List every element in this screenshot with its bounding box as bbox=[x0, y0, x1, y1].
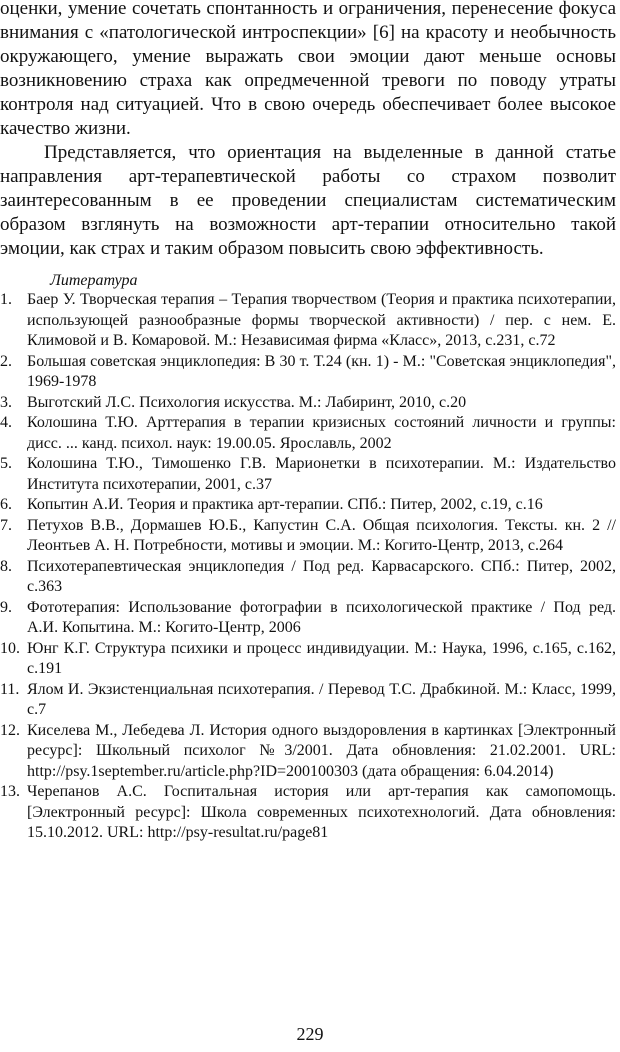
reference-item bbox=[0, 393, 616, 414]
reference-item bbox=[0, 557, 616, 598]
reference-text: Ялом И. Экзистенциальная психотерапия. / Перевод Т.С. Драбкиной. М.: Класс, 1999, с.7 bbox=[27, 680, 616, 718]
reference-number: 9. bbox=[0, 598, 12, 616]
reference-text: Баер У. Творческая терапия – Терапия творчеством (Теория и практика психотерапии, использующей разнообразные формы творческой активности) / пер. с нем. Е. Климовой и В. Комаровой. М.: Независимая фирма «Класс», 2013, с.231, с.72 bbox=[27, 291, 616, 349]
reference-item bbox=[0, 680, 616, 721]
reference-item bbox=[0, 352, 616, 393]
body-paragraph-2: Представляется, что ориентация на выделенные в данной статье направления арт-терапевтической работы со страхом позволит заинтересованным в ее проведении специалистам систематическим образом взглянуть на возможности арт-терапии относительно такой эмоции, как страх и таким образом повысить свою эффективность. bbox=[0, 142, 616, 259]
reference-text: Большая советская энциклопедия: В 30 т. Т.24 (кн. 1) - М.: "Советская энциклопедия", 1969-1978 bbox=[27, 352, 616, 390]
reference-number: 12. bbox=[0, 721, 20, 739]
reference-number: 3. bbox=[0, 393, 12, 411]
reference-item bbox=[0, 639, 616, 680]
reference-number: 10. bbox=[0, 639, 20, 657]
reference-text: Киселева М., Лебедева Л. История одного выздоровления в картинках [Электронный ресурс]: Школьный психолог №3/2001. Дата обновления: 21.02.2001. URL: http://psy.1september.ru/article.php?ID=200100303 (дата обращения: 6.04.2014) bbox=[27, 721, 616, 780]
page-number: 229 bbox=[296, 1024, 324, 1044]
reference-text: Черепанов А.С. Госпитальная история или арт-терапия как самопомощь. [Электронный ресурс]: Школа современных психотехнологий. Дата обновления: 15.10.2012. URL: http://psy-resultat.ru/page81 bbox=[27, 783, 616, 841]
reference-text: Фототерапия: Использование фотографии в психологической практике / Под ред. А.И. Копытина. М.: Когито-Центр, 2006 bbox=[27, 598, 616, 636]
reference-text: Петухов В.В., Дормашев Ю.Б., Капустин С.А. Общая психология. Тексты. кн. 2 // Леонтьев А. Н. Потребности, мотивы и эмоции. М.: Когито-Центр, 2013, с.264 bbox=[27, 516, 616, 554]
reference-list bbox=[0, 290, 616, 844]
reference-number: 4. bbox=[0, 414, 12, 431]
reference-text: Копытин А.И. Теория и практика арт-терапии. СПб.: Питер, 2002, с.19, с.16 bbox=[27, 496, 543, 513]
reference-item bbox=[0, 454, 616, 495]
body-text bbox=[0, 0, 616, 261]
literature-heading: Литература bbox=[50, 272, 138, 289]
reference-item bbox=[0, 721, 616, 783]
reference-number: 1. bbox=[0, 291, 12, 308]
reference-number: 6. bbox=[0, 496, 12, 513]
reference-item bbox=[0, 516, 616, 557]
reference-item bbox=[0, 495, 616, 516]
reference-text: Колошина Т.Ю., Тимошенко Г.В. Марионетки в психотерапии. М.: Издательство Института психотерапии, 2001, с.37 bbox=[27, 455, 616, 493]
reference-item bbox=[0, 413, 616, 454]
reference-number: 8. bbox=[0, 557, 12, 575]
reference-text: Психотерапевтическая энциклопедия / Под ред. Карвасарского. СПб.: Питер, 2002, с.363 bbox=[27, 557, 616, 595]
reference-text: Выготский Л.С. Психология искусства. М.: Лабиринт, 2010, с.20 bbox=[27, 393, 467, 411]
reference-number: 2. bbox=[0, 352, 12, 370]
reference-text: Колошина Т.Ю. Арттерапия в терапии кризисных состояний личности и группы: дисс. ... канд. психол. наук: 19.00.05. Ярославль, 2002 bbox=[27, 414, 616, 452]
reference-item bbox=[0, 598, 616, 639]
reference-number: 13. bbox=[0, 783, 20, 800]
reference-text: Юнг К.Г. Структура психики и процесс индивидуации. М.: Наука, 1996, с.165, с.162, с.191 bbox=[27, 639, 616, 677]
reference-number: 5. bbox=[0, 455, 12, 472]
body-paragraph-1: оценки, умение сочетать спонтанность и ограничения, перенесение фокуса внимания с «патологической интроспекции» [6] на красоту и необычность окружающего, умение выражать свои эмоции дают меньше основы возникновению страха как опредмеченной тревоги по поводу утраты контроля над ситуацией. Что в свою очередь обеспечивает более высокое качество жизни. bbox=[0, 0, 616, 139]
reference-number: 11. bbox=[0, 680, 20, 698]
reference-number: 7. bbox=[0, 516, 12, 534]
reference-item bbox=[0, 782, 616, 844]
reference-item bbox=[0, 290, 616, 352]
